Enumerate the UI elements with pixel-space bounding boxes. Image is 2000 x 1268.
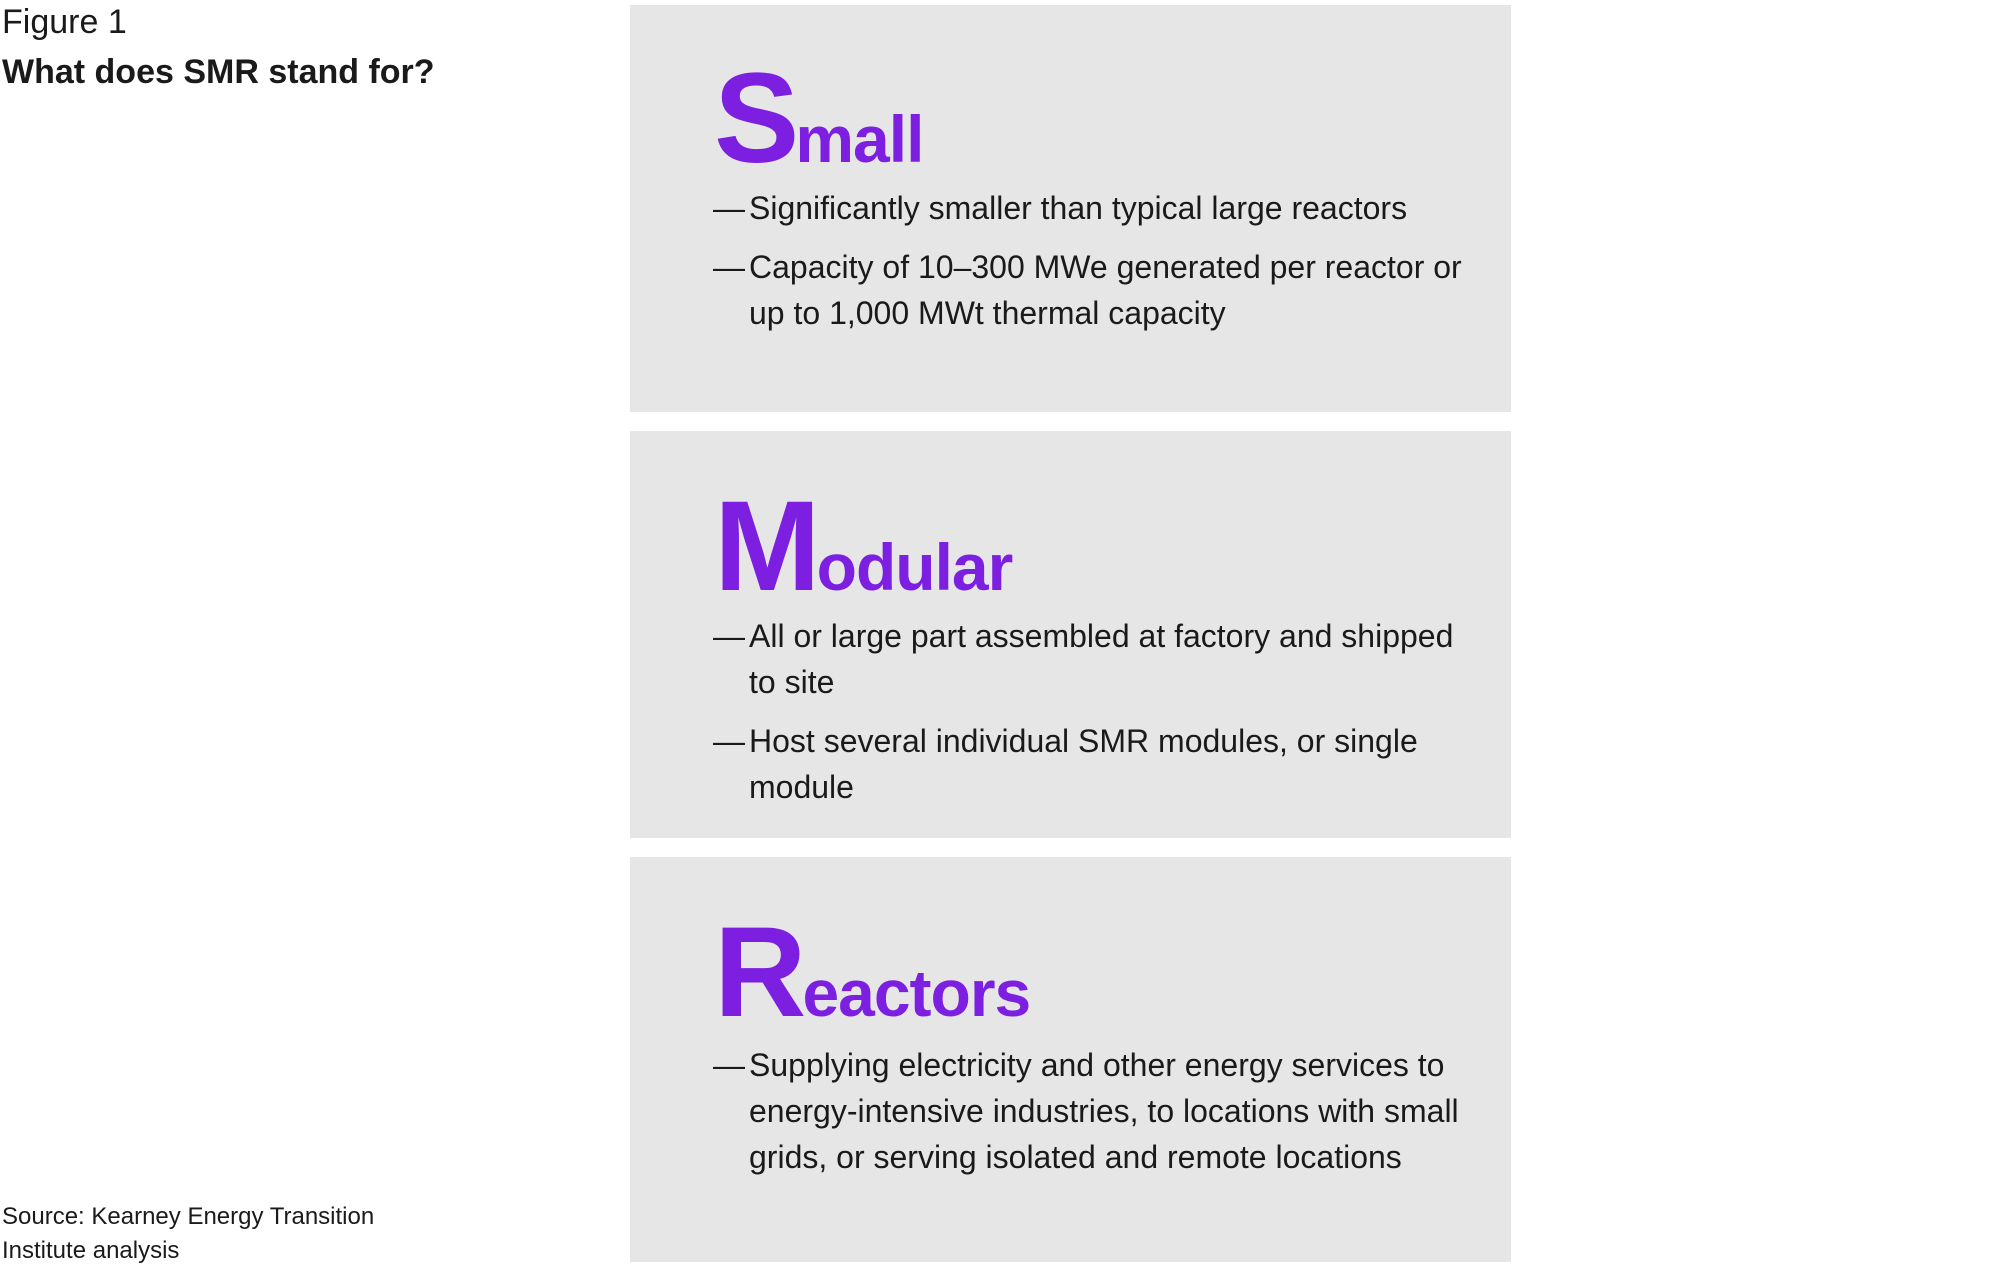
list-item	[713, 1042, 1473, 1180]
dash-marker: —	[713, 723, 745, 759]
bullet-text: Supplying electricity and other energy services to energy-intensive industries, to locations with small grids, or serving isolated and remote locations	[749, 1047, 1459, 1175]
heading-rest: odular	[816, 530, 1013, 604]
bullet-list	[713, 613, 1473, 823]
panel-modular	[630, 431, 1511, 838]
heading-rest: mall	[795, 102, 924, 176]
list-item	[713, 244, 1473, 336]
heading-rest: eactors	[802, 956, 1031, 1030]
list-item	[713, 185, 1473, 231]
figure-title: What does SMR stand for?	[2, 53, 435, 91]
dash-marker: —	[713, 1047, 745, 1083]
list-item	[713, 613, 1473, 705]
list-item	[713, 718, 1473, 810]
bullet-list	[713, 185, 1473, 349]
dash-marker: —	[713, 190, 745, 226]
dash-marker: —	[713, 618, 745, 654]
heading-initial: M	[714, 475, 817, 618]
panel-heading-reactors	[714, 901, 1031, 1044]
panel-reactors	[630, 857, 1511, 1262]
bullet-list	[713, 1042, 1473, 1193]
panel-heading-modular	[714, 475, 1013, 618]
bullet-text: Capacity of 10–300 MWe generated per reactor or up to 1,000 MWt thermal capacity	[749, 249, 1462, 331]
bullet-text: All or large part assembled at factory and shipped to site	[749, 618, 1454, 700]
heading-initial: S	[714, 47, 796, 190]
panel-small	[630, 5, 1511, 412]
bullet-text: Host several individual SMR modules, or single module	[749, 723, 1418, 805]
panel-heading-small	[714, 47, 924, 190]
figure-label: Figure 1	[2, 3, 127, 41]
bullet-text: Significantly smaller than typical large reactors	[749, 190, 1408, 226]
source-note: Source: Kearney Energy Transition Institute analysis	[2, 1203, 375, 1264]
heading-initial: R	[714, 901, 803, 1044]
dash-marker: —	[713, 249, 745, 285]
